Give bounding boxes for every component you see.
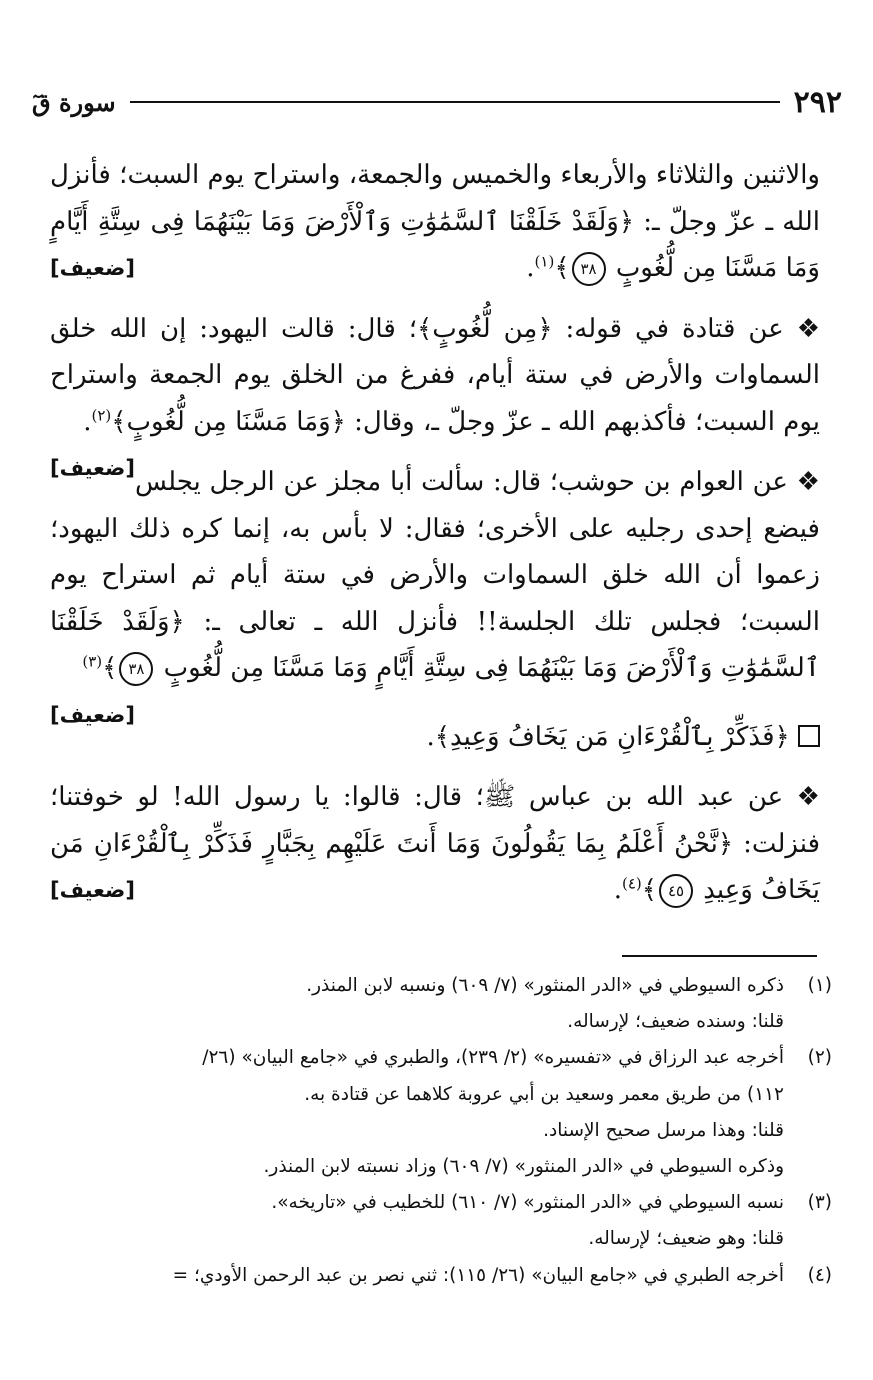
sentence-end: .	[426, 721, 435, 752]
main-text	[50, 152, 820, 928]
page-number: ٢٩٢	[793, 84, 842, 120]
quran-verse: ﴿نَّحْنُ أَعْلَمُ بِمَا يَقُولُونَ وَمَا أَنتَ عَلَيْهِم بِجَبَّارٍ فَذَكِّرْ بِٱلْقُرْءَانِ مَن يَخَافُ وَعِيدِ	[50, 828, 820, 905]
footnote-line: قلنا: وسنده ضعيف؛ لإرساله.	[567, 1011, 784, 1033]
paragraph-text: ❖ عن عبد الله بن عباس ﷺ؛ قال: قالوا: يا رسول الله! لو خوفتنا؛ فنزلت:	[50, 782, 820, 859]
ayah-number-badge: ٤٥	[659, 874, 693, 908]
paragraph	[50, 459, 820, 727]
page-header	[32, 82, 842, 122]
paragraph-text: والاثنين والثلاثاء والأربعاء والخميس والجمعة، واستراح يوم السبت؛ فأنزل الله ـ عزّ وجلّ ـ:	[50, 160, 820, 237]
verse-close: ﴾	[102, 653, 118, 683]
grade-label: [ضعيف]	[50, 702, 135, 727]
grade-label: [ضعيف]	[50, 878, 135, 902]
verse-close: ﴾	[641, 875, 657, 905]
footnote-number: (٣)	[807, 1192, 832, 1214]
surah-title: سورة قٓ	[32, 87, 116, 117]
footnote-line: أخرجه عبد الرزاق في «تفسيره» (٢/ ٢٣٩)، والطبري في «جامع البيان» (٢٦/	[202, 1047, 784, 1069]
paragraph-text: ❖ عن العوام بن حوشب؛ قال: سألت أبا مجلز عن الرجل يجلس فيضع إحدى رجليه على الأخرى؛ فقال: لا بأس به، إنما كره ذلك اليهود؛ زعموا أن الله خلق السماوات والأرض في ستة أيام ثم استراح يوم السبت؛ فجلس تلك الجلسة!! فأنزل الله ـ تعالى ـ:	[50, 467, 820, 637]
ayah-number-badge: ٣٨	[572, 252, 606, 286]
footnote-line: أخرجه الطبري في «جامع البيان» (٢٦/ ١١٥): ثني نصر بن عبد الرحمن الأودي؛ =	[172, 1264, 784, 1286]
footnote-line: قلنا: وهذا مرسل صحيح الإسناد.	[543, 1119, 784, 1141]
footnote	[32, 1040, 832, 1185]
footnote-line: ذكره السيوطي في «الدر المنثور» (٧/ ٦٠٩) ونسبه لابن المنذر.	[306, 975, 784, 996]
footnote-number: (٢)	[807, 1047, 832, 1069]
footnote-ref: (٣)	[82, 652, 103, 671]
paragraph	[50, 774, 820, 914]
footnote	[32, 968, 832, 1040]
paragraph-text: ❖ عن قتادة في قوله: ﴿مِن لُّغُوبٍ﴾؛ قال: قالت اليهود: إن الله خلق السماوات والأرض في ستة أيام، ففرغ من الخلق يوم الجمعة واستراح يوم السبت؛ فأكذبهم الله ـ عزّ وجلّ ـ، وقال:	[50, 313, 820, 437]
footnote-number: (١)	[807, 975, 832, 996]
quran-verse: ﴿وَلَقَدْ خَلَقْنَا ٱلسَّمَٰوَٰتِ وَٱلْأَرْضَ وَمَا بَيْنَهُمَا فِى سِتَّةِ أَيَّامٍ وَمَا مَسَّنَا مِن لُّغُوبٍ	[50, 606, 820, 683]
header-rule	[130, 101, 780, 103]
paragraph	[50, 152, 820, 292]
footnote-separator	[622, 955, 817, 957]
grade-label: [ضعيف]	[50, 256, 135, 280]
verse-close: ﴾	[554, 253, 570, 283]
ayah-number-badge: ٣٨	[119, 652, 153, 686]
footnote-line: وذكره السيوطي في «الدر المنثور» (٧/ ٦٠٩) وزاد نسبته لابن المنذر.	[263, 1156, 784, 1178]
footnotes	[32, 968, 832, 1294]
footnote-line: نسبه السيوطي في «الدر المنثور» (٧/ ٦١٠) للخطيب في «تاريخه».	[271, 1192, 784, 1214]
sentence-end: .	[613, 875, 622, 905]
sentence-end: .	[526, 253, 535, 283]
footnote	[32, 1258, 832, 1294]
sentence-end: .	[83, 406, 92, 437]
square-bullet-icon	[798, 725, 820, 747]
footnote	[32, 1185, 832, 1257]
footnote-line: ١١٢) من طريق معمر وسعيد بن أبي عروبة كلاهما عن قتادة به.	[304, 1083, 784, 1105]
grade-label: [ضعيف]	[50, 456, 135, 480]
quran-verse: ﴿فَذَكِّرْ بِٱلْقُرْءَانِ مَن يَخَافُ وَعِيدِ﴾	[434, 721, 790, 752]
verse-close: ﴾	[111, 406, 127, 437]
footnote-ref: (٢)	[91, 405, 112, 424]
quran-verse: ﴿وَلَقَدْ خَلَقْنَا ٱلسَّمَٰوَٰتِ وَٱلْأَرْضَ وَمَا بَيْنَهُمَا فِى سِتَّةِ أَيَّامٍ وَمَا مَسَّنَا مِن لُّغُوبٍ	[50, 206, 820, 283]
footnote-number: (٤)	[807, 1264, 832, 1286]
footnote-ref: (٤)	[621, 874, 642, 893]
footnote-line: قلنا: وهو ضعيف؛ لإرساله.	[588, 1228, 784, 1250]
footnote-ref: (١)	[534, 252, 555, 271]
quran-verse: ﴿وَمَا مَسَّنَا مِن لُّغُوبٍ	[126, 406, 346, 437]
paragraph	[50, 306, 820, 480]
section-heading	[50, 714, 820, 761]
